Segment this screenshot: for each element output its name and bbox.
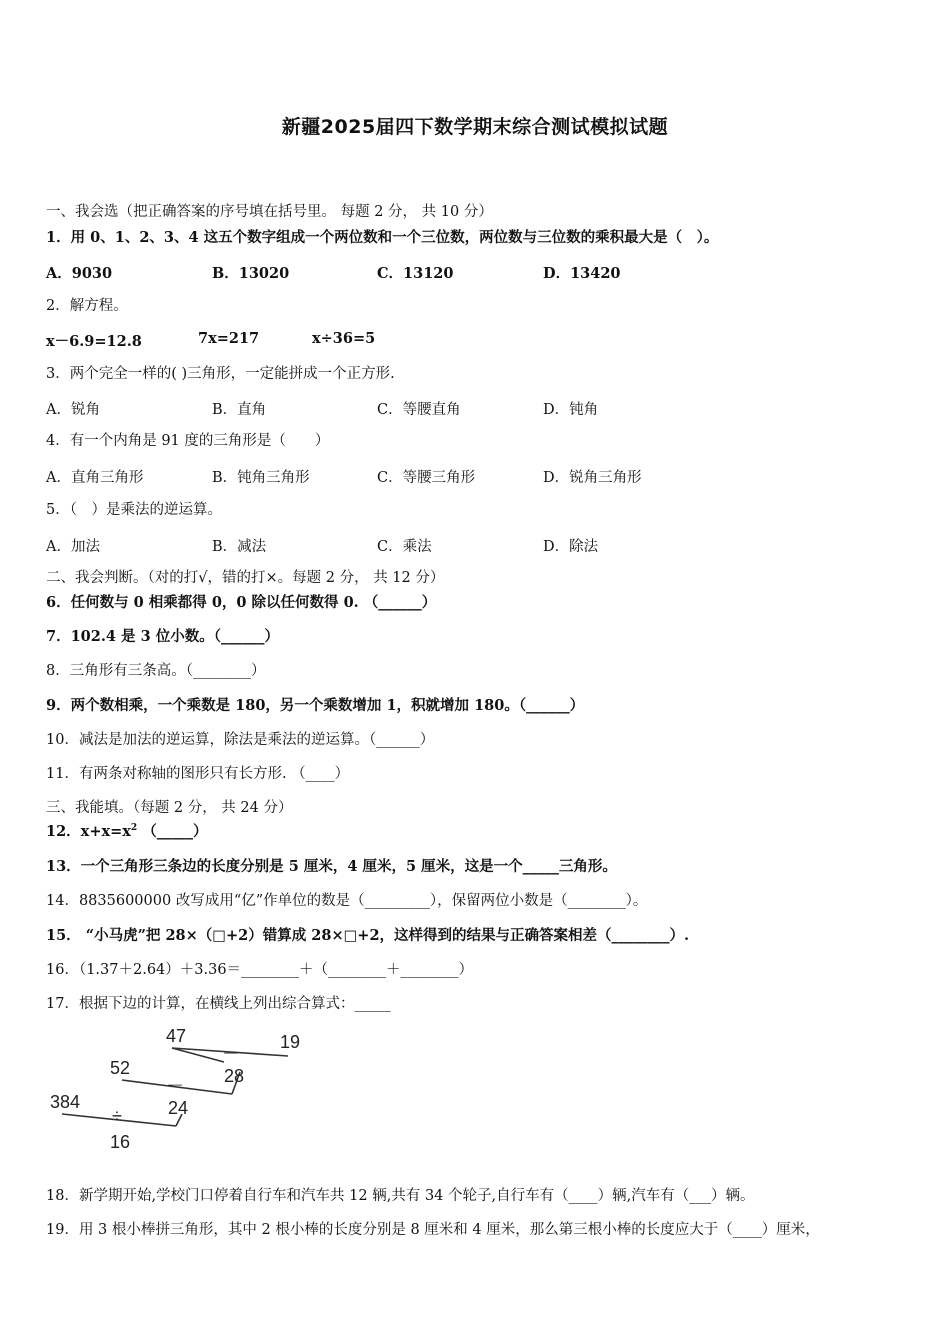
q1-option-b: B．13020	[212, 265, 290, 282]
q3-option-b: B．直角	[212, 402, 267, 418]
q5-option-b: B．减法	[212, 539, 267, 555]
diagram-number-28: 28	[224, 1066, 245, 1086]
q1-option-d: D．13420	[543, 265, 621, 282]
q3-option-a: A．锐角	[46, 402, 100, 418]
q2-equation-1: x－6.9=12.8	[46, 333, 142, 350]
diagram-number-19: 19	[280, 1032, 301, 1052]
q3-option-c: C．等腰直角	[377, 402, 461, 418]
q5-option-a: A．加法	[46, 539, 100, 555]
question-5: 5．（ ）是乘法的逆运算。	[46, 502, 222, 518]
diagram-number-47: 47	[166, 1026, 187, 1046]
section-3-heading: 三、我能填。（每题 2 分， 共 24 分）	[46, 800, 293, 816]
question-6: 6．任何数与 0 相乘都得 0，0 除以任何数得 0. （______）	[46, 594, 437, 611]
question-7: 7．102.4 是 3 位小数。（______）	[46, 628, 279, 645]
question-2: 2．解方程。	[46, 298, 128, 314]
question-19: 19．用 3 根小棒拼三角形，其中 2 根小棒的长度分别是 8 厘米和 4 厘米，那么第三根小棒的长度应大于（____）厘米，	[46, 1222, 820, 1238]
q4-option-c: C．等腰三角形	[377, 470, 476, 486]
question-9: 9．两个数相乘，一个乘数是 180，另一个乘数增加 1，积就增加 180。（______）	[46, 697, 585, 714]
question-17: 17．根据下边的计算，在横线上列出综合算式：_____	[46, 996, 391, 1012]
question-15: 15． “小马虎”把 28×（□+2）错算成 28×□+2，这样得到的结果与正确答案相差（________）.	[46, 927, 690, 944]
question-10: 10．减法是加法的逆运算，除法是乘法的逆运算。（______）	[46, 732, 435, 748]
diagram-number-16: 16	[110, 1132, 131, 1152]
q12-prefix: 12．x+x=x	[46, 823, 131, 840]
question-3: 3．两个完全一样的( )三角形，一定能拼成一个正方形.	[46, 366, 395, 382]
q4-option-a: A．直角三角形	[46, 470, 144, 486]
diagram-minus-middle: －	[166, 1076, 184, 1096]
question-8: 8．三角形有三条高。（________）	[46, 663, 266, 679]
question-16: 16．（1.37＋2.64）＋3.36＝________＋（________＋________）	[46, 962, 474, 978]
question-11: 11．有两条对称轴的图形只有长方形. （____）	[46, 766, 350, 782]
question-4: 4．有一个内角是 91 度的三角形是（ ）	[46, 433, 330, 449]
section-2-heading: 二、我会判断。（对的打√，错的打×。每题 2 分， 共 12 分）	[46, 570, 445, 586]
q2-equation-2: 7x=217	[198, 330, 260, 347]
q5-option-c: C．乘法	[377, 539, 432, 555]
diagram-minus-top: －	[222, 1044, 240, 1064]
diagram-divide: ÷	[112, 1106, 122, 1126]
question-14: 14．8835600000 改写成用“亿”作单位的数是（_________），保留两位小数是（________）。	[46, 893, 648, 909]
q1-option-a: A．9030	[46, 265, 113, 282]
q5-option-d: D．除法	[543, 539, 599, 555]
q1-option-c: C．13120	[377, 265, 454, 282]
question-18: 18．新学期开始,学校门口停着自行车和汽车共 12 辆,共有 34 个轮子,自行车有（____）辆,汽车有（___）辆。	[46, 1188, 755, 1204]
q3-option-d: D．钝角	[543, 402, 599, 418]
question-1: 1．用 0、1、2、3、4 这五个数字组成一个两位数和一个三位数，两位数与三位数的乘积最大是（ ）。	[46, 229, 719, 246]
question-13: 13．一个三角形三条边的长度分别是 5 厘米，4 厘米，5 厘米，这是一个_____三角形。	[46, 858, 617, 875]
q2-equation-3: x÷36=5	[312, 330, 376, 347]
section-1-heading: 一、我会选（把正确答案的序号填在括号里。 每题 2 分， 共 10 分）	[46, 204, 493, 220]
diagram-number-24: 24	[168, 1098, 189, 1118]
diagram-number-384: 384	[50, 1092, 81, 1112]
page-title: 新疆2025届四下数学期末综合测试模拟试题	[281, 116, 669, 138]
question-12	[46, 822, 208, 842]
q4-option-d: D．锐角三角形	[543, 470, 642, 486]
q12-suffix: （_____）	[137, 823, 208, 840]
diagram-number-52: 52	[110, 1058, 131, 1078]
q4-option-b: B．钝角三角形	[212, 470, 310, 486]
q12-superscript: 2	[130, 823, 138, 834]
calculation-diagram	[44, 1022, 314, 1154]
